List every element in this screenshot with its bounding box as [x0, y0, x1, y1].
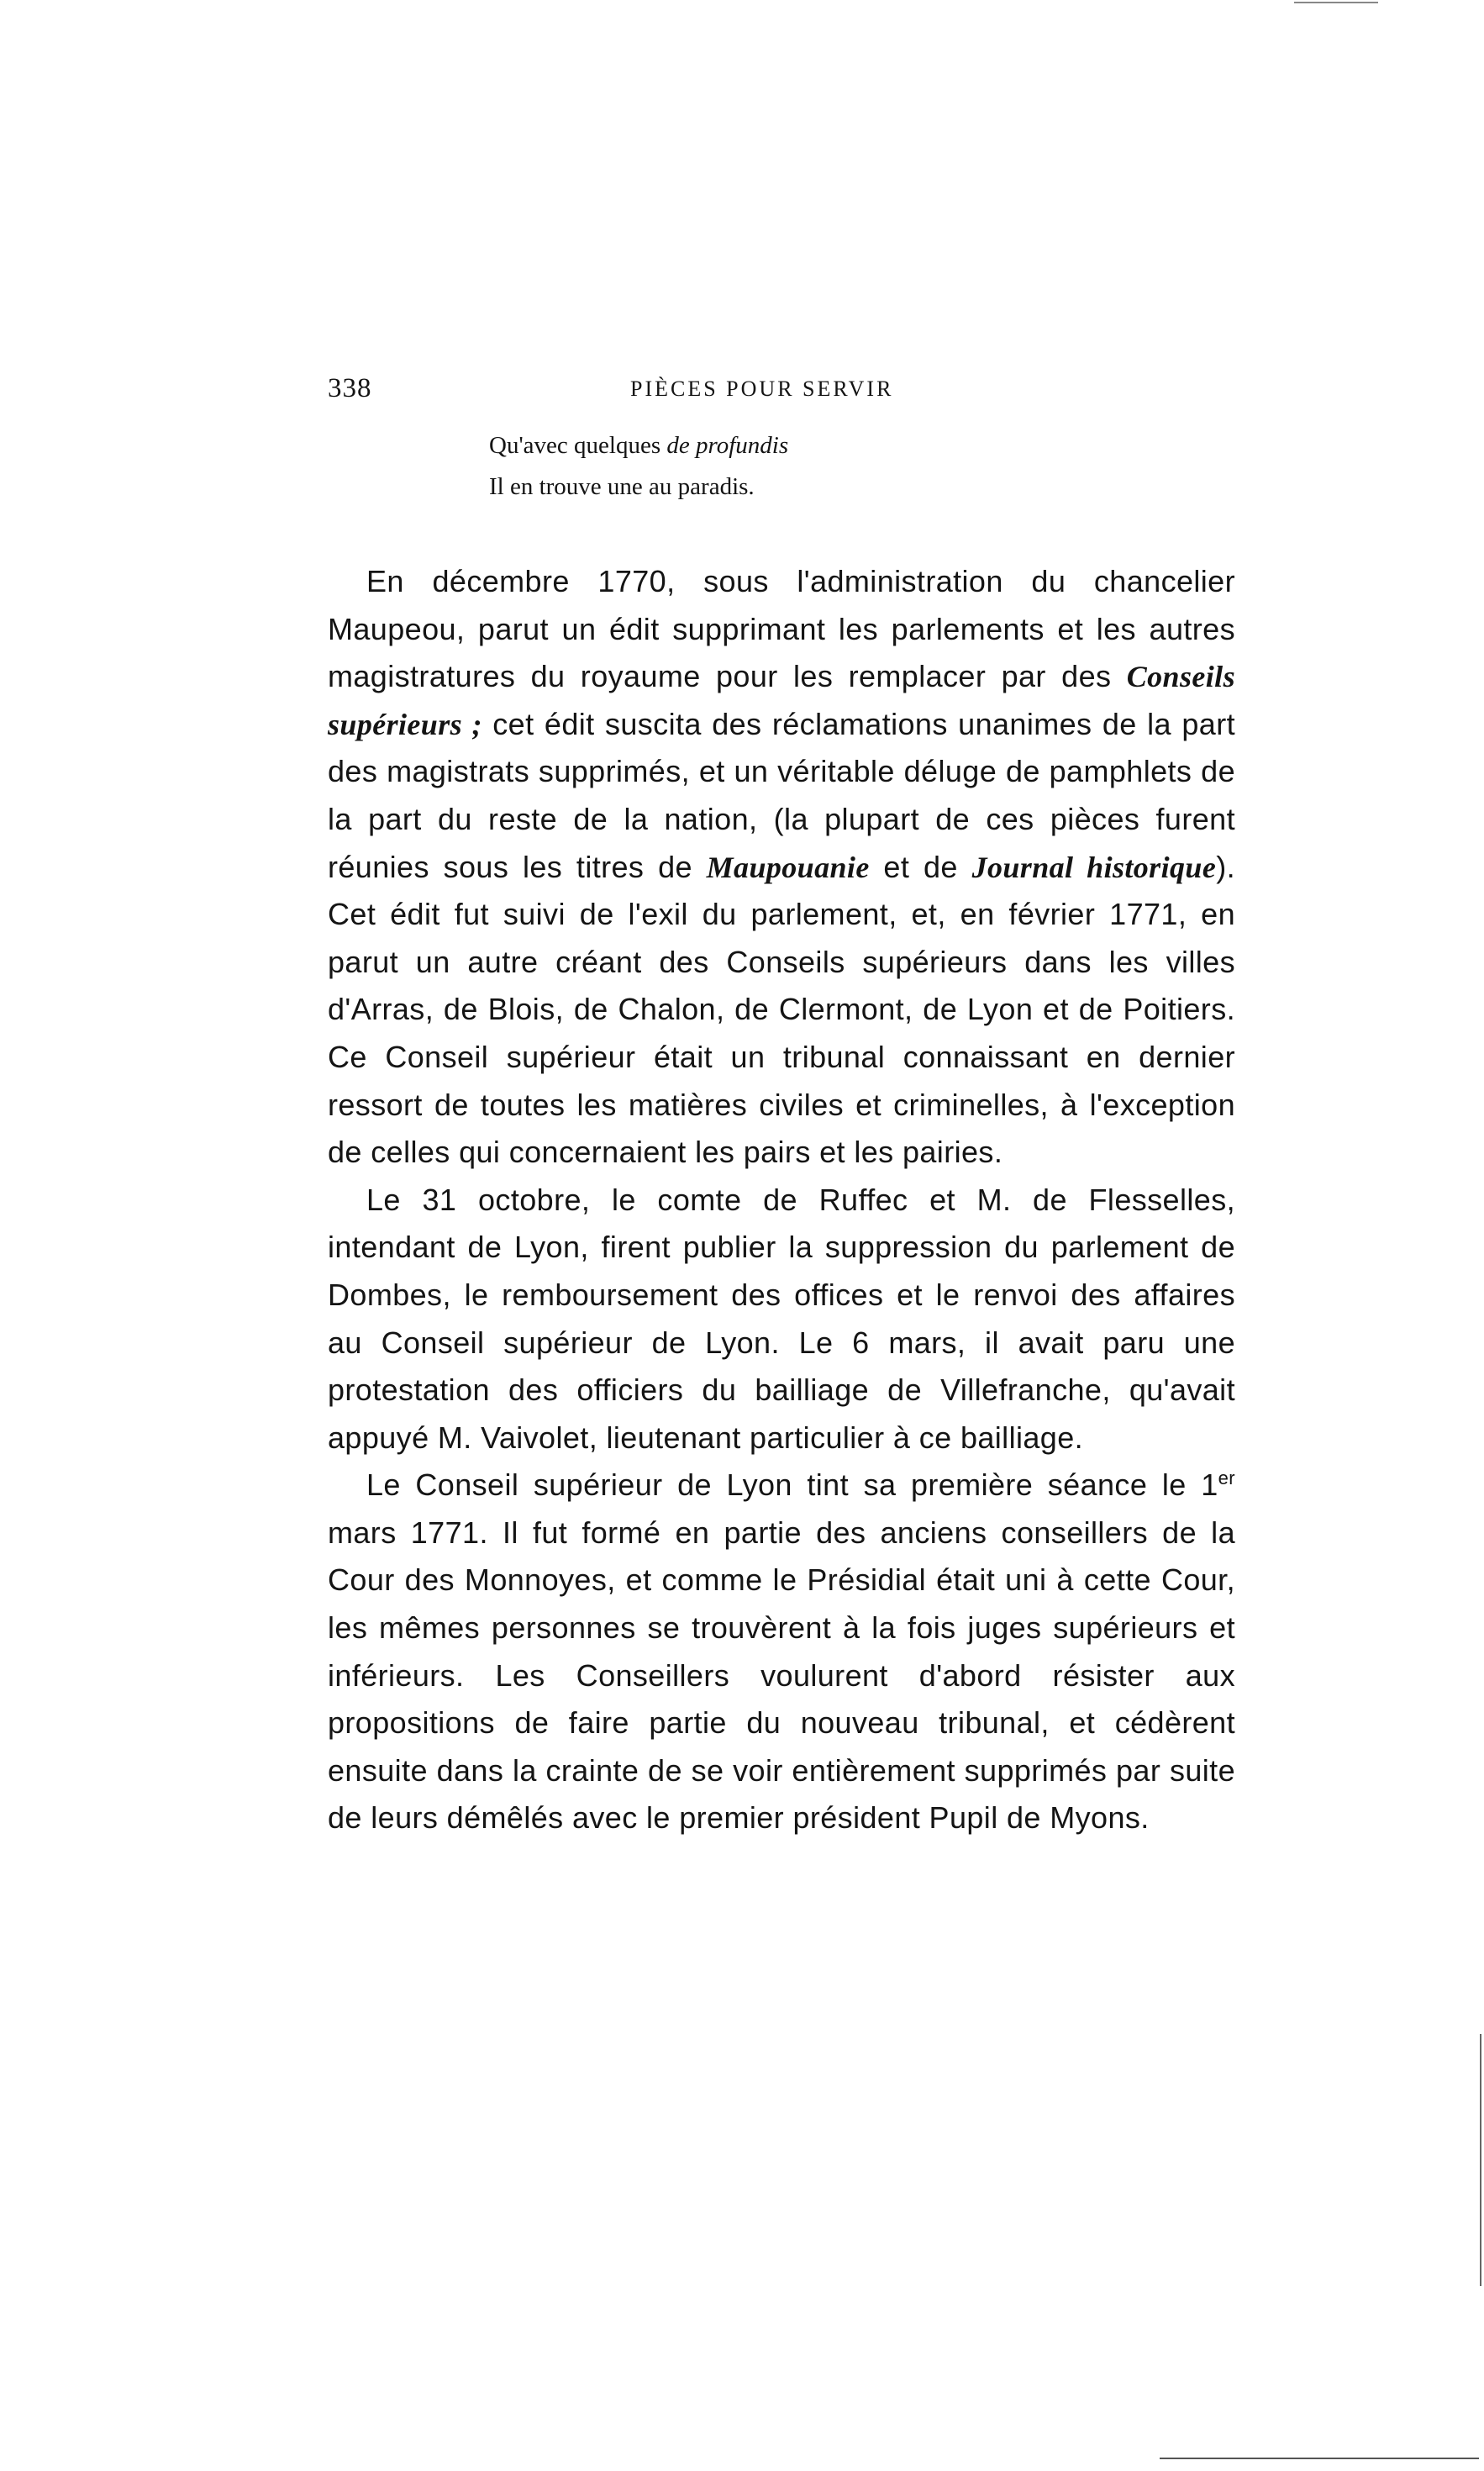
paragraph-1-text-d: ). Cet édit fut suivi de l'exil du parlement, et, en février 1771, en parut un autre créant des Conseils supérieurs dans les villes d'Arras, de Blois, de Chalon, de Clermont, de Lyon et de Poitiers. Ce Conseil supérieur était un tribunal connaissant en dernier ressort de toutes les matières civiles et criminelles, à l'exception de celles qui concernaient les pairs et les pairies. [328, 849, 1235, 1170]
paragraph-1-text-c: et de [869, 849, 972, 884]
paragraph-1-italic-journal: Journal historique [971, 850, 1217, 884]
paragraph-3-superscript: er [1218, 1467, 1235, 1489]
verse-line-1-text: Qu'avec quelques [489, 432, 667, 459]
paragraph-3-text-b: mars 1771. Il fut formé en partie des anciens conseillers de la Cour des Monnoyes, et comme le Présidial était uni à cette Cour, les mêmes personnes se trouvèrent à la fois juges supérieurs et inférieurs. Les Conseillers voulurent d'abord résister aux propositions de faire partie du nouveau tribunal, et cédèrent ensuite dans la crainte de se voir entièrement supprimés par suite de leurs démêlés avec le premier président Pupil de Myons. [328, 1515, 1235, 1836]
top-edge-rule [1294, 2, 1378, 3]
paragraph-1-text-a: En décembre 1770, sous l'administration du chancelier Maupeou, parut un édit supprimant les parlements et les autres magistratures du royaume pour les remplacer par des [328, 564, 1235, 694]
paragraph-1-italic-conseils: Conseils supérieurs ; [328, 660, 1235, 741]
page-number: 338 [328, 373, 372, 403]
running-head: PIÈCES POUR SERVIR [630, 377, 894, 401]
verse-quote [489, 425, 788, 508]
paragraph-1-text-b: cet édit suscita des réclamations unanimes de la part des magistrats supprimés, et un véritable déluge de pamphlets de la part du reste de la nation, (la plupart de ces pièces furent réunies sous les titres de [328, 706, 1235, 884]
paragraph-3-text-a: Le Conseil supérieur de Lyon tint sa première séance le 1 [366, 1467, 1218, 1503]
bottom-edge-rule [1160, 2458, 1479, 2459]
page-header [328, 373, 1235, 415]
verse-line-2: Il en trouve une au paradis. [489, 473, 755, 500]
paragraph-1-italic-maupouanie: Maupouanie [706, 850, 870, 884]
verse-line-1 [489, 425, 788, 466]
paragraph-2: Le 31 octobre, le comte de Ruffec et M. de Flesselles, intendant de Lyon, firent publier la suppression du parlement de Dombes, le remboursement des offices et le renvoi des affaires au Conseil supérieur de Lyon. Le 6 mars, il avait paru une protestation des officiers du bailliage de Villefranche, qu'avait appuyé M. Vaivolet, lieutenant particulier à ce bailliage. [328, 1182, 1235, 1455]
paragraph-1 [328, 558, 1235, 1177]
paragraph-3 [328, 1462, 1235, 1842]
body-text [328, 558, 1235, 1842]
right-margin-rule [1480, 2034, 1481, 2286]
verse-line-1-italic: de profundis [666, 432, 789, 459]
